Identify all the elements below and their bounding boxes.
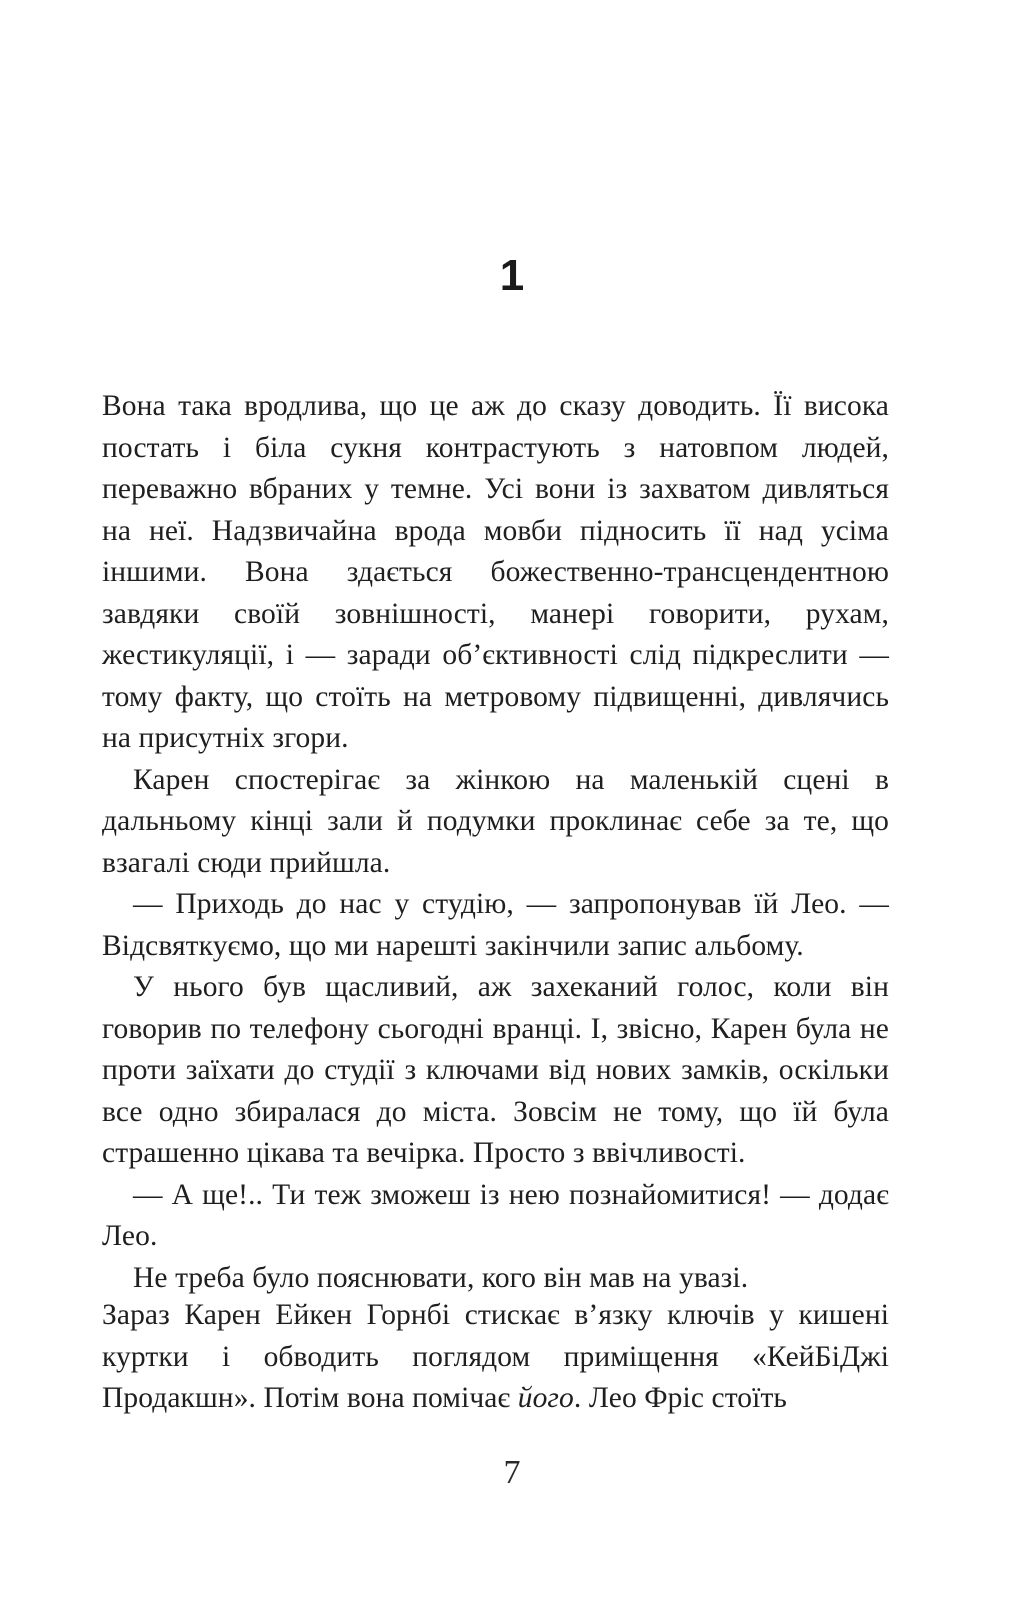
section-two — [102, 1295, 889, 1420]
paragraph-text-start: Зараз Карен Ейкен Горнбі стискає в’язку ключів у кишені куртки і обводить поглядом приміщення «КейБіДжі Продакшн». Потім вона помічає — [102, 1299, 889, 1414]
paragraph-leo-adds: — А ще!.. Ти теж зможеш із нею познайомитися! — додає Лео. — [102, 1178, 889, 1252]
paragraph-section-two — [102, 1295, 889, 1420]
chapter-number: 1 — [499, 251, 525, 300]
paragraph-karen-observes: Карен спостерігає за жінкою на маленькій сцені в дальньому кінці зали й подумки проклинає себе за те, що взагалі сюди прийшла. — [102, 763, 889, 879]
paragraph-no-need-explain: Не треба було пояснювати, кого він мав на увазі. — [133, 1261, 749, 1294]
paragraph-text-end: . Лео Фріс стоїть — [573, 1382, 787, 1414]
paragraph-phone-call: У нього був щасливий, аж захеканий голос, коли він говорив по телефону сьогодні вранці. І, звісно, Карен була не проти заїхати до студії з ключами від нових замків, оскільки все одно збиралася до міста. Зовсім не тому, що їй була страшенно цікава та вечірка. Просто з ввічливості. — [102, 971, 889, 1169]
page-number: 7 — [503, 1454, 521, 1491]
paragraph-opening: Вона така вродлива, що це аж до сказу доводить. Її висока постать і біла сукня контрастують з натовпом людей, переважно вбраних у темне. Усі вони із захватом дивляться на неї. Надзвичайна врода мовби підносить її над усіма іншими. Вона здається божественно-трансцендентною завдяки своїй зовнішності, манері говорити, рухам, жестикуляції, і — заради об’єктивності слід підкреслити — тому факту, що стоїть на метровому підвищенні, дивлячись на присутніх згори. — [102, 390, 889, 754]
emphasized-word: його — [517, 1382, 574, 1414]
section-one — [102, 386, 889, 1299]
paragraph-leo-invitation: — Приходь до нас у студію, — запропонував їй Лео. — Відсвяткуємо, що ми нарешті закінчили запис альбому. — [102, 888, 889, 962]
